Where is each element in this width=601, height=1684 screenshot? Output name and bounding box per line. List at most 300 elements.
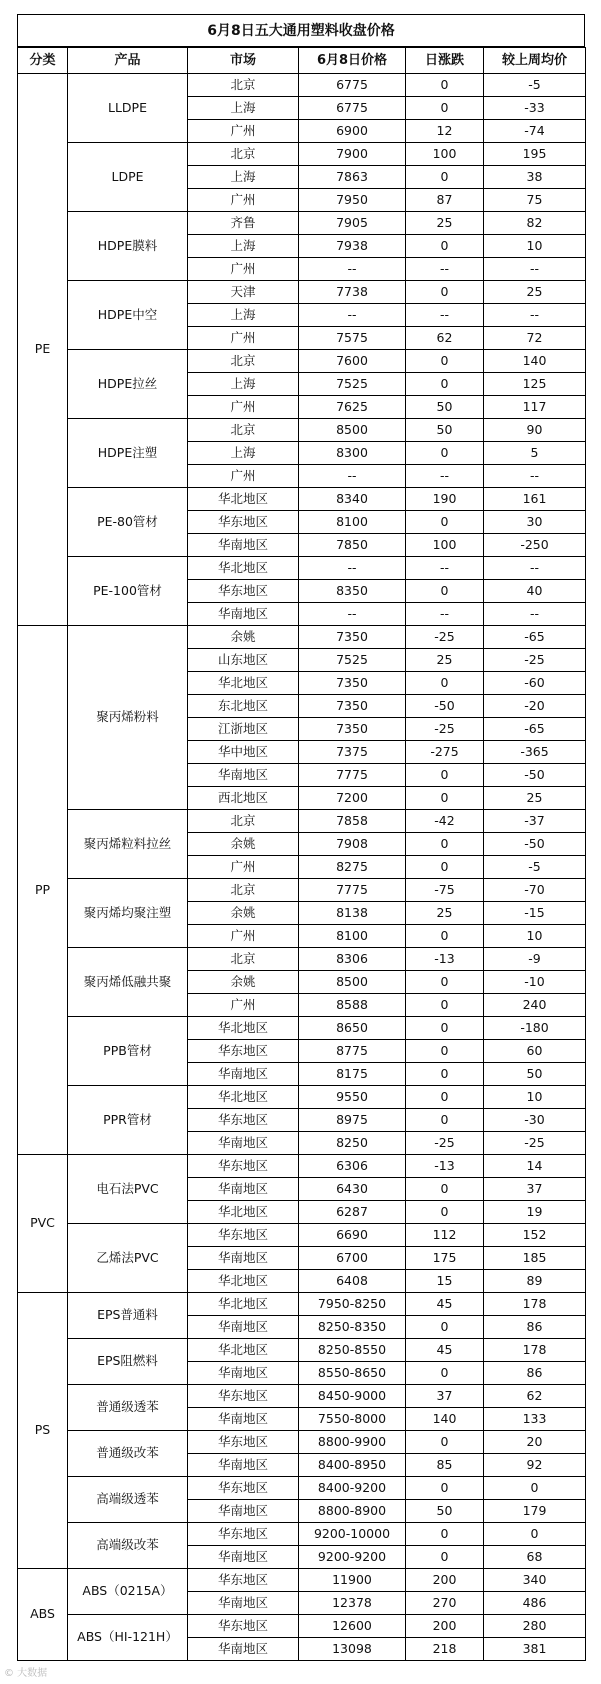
market-cell: 广州 [188, 120, 299, 143]
market-cell: 华北地区 [188, 557, 299, 580]
weekly-change-cell: 140 [484, 350, 586, 373]
table-row [18, 948, 586, 971]
weekly-change-cell: -74 [484, 120, 586, 143]
daily-change-cell: 0 [406, 235, 484, 258]
price-cell: 9550 [299, 1086, 406, 1109]
table-row [18, 1385, 586, 1408]
weekly-change-cell: 179 [484, 1500, 586, 1523]
weekly-change-cell: 10 [484, 1086, 586, 1109]
market-cell: 华南地区 [188, 1316, 299, 1339]
market-cell: 华东地区 [188, 1615, 299, 1638]
price-cell: 8500 [299, 419, 406, 442]
daily-change-cell: -25 [406, 1132, 484, 1155]
price-cell: 9200-10000 [299, 1523, 406, 1546]
market-cell: 华东地区 [188, 511, 299, 534]
weekly-change-cell: -20 [484, 695, 586, 718]
market-cell: 天津 [188, 281, 299, 304]
market-cell: 华北地区 [188, 1086, 299, 1109]
price-cell: 8175 [299, 1063, 406, 1086]
market-cell: 华北地区 [188, 1293, 299, 1316]
weekly-change-cell: -- [484, 258, 586, 281]
price-cell: 7350 [299, 626, 406, 649]
market-cell: 华南地区 [188, 1500, 299, 1523]
page-title: 6月8日五大通用塑料收盘价格 [17, 14, 585, 47]
price-cell: 7200 [299, 787, 406, 810]
product-cell: 聚丙烯均聚注塑 [68, 879, 188, 948]
product-cell: HDPE注塑 [68, 419, 188, 488]
price-cell: 8975 [299, 1109, 406, 1132]
price-cell: 8250 [299, 1132, 406, 1155]
weekly-change-cell: -50 [484, 833, 586, 856]
weekly-change-cell: 0 [484, 1477, 586, 1500]
daily-change-cell: 0 [406, 1109, 484, 1132]
market-cell: 华东地区 [188, 1569, 299, 1592]
table-row [18, 212, 586, 235]
market-cell: 广州 [188, 856, 299, 879]
market-cell: 华北地区 [188, 1201, 299, 1224]
price-cell: 8550-8650 [299, 1362, 406, 1385]
price-cell: 8775 [299, 1040, 406, 1063]
daily-change-cell: 0 [406, 350, 484, 373]
category-cell: PP [18, 626, 68, 1155]
price-cell: 8306 [299, 948, 406, 971]
price-cell: 8800-8900 [299, 1500, 406, 1523]
table-row [18, 1155, 586, 1178]
daily-change-cell: 0 [406, 1063, 484, 1086]
daily-change-cell: 25 [406, 649, 484, 672]
weekly-change-cell: 25 [484, 787, 586, 810]
market-cell: 上海 [188, 97, 299, 120]
weekly-change-cell: 240 [484, 994, 586, 1017]
daily-change-cell: 200 [406, 1569, 484, 1592]
price-cell: 7575 [299, 327, 406, 350]
weekly-change-cell: 40 [484, 580, 586, 603]
price-cell: -- [299, 258, 406, 281]
daily-change-cell: -- [406, 304, 484, 327]
weekly-change-cell: -25 [484, 1132, 586, 1155]
weekly-change-cell: -5 [484, 856, 586, 879]
weekly-change-cell: 86 [484, 1316, 586, 1339]
price-cell: 7525 [299, 373, 406, 396]
daily-change-cell: -25 [406, 626, 484, 649]
daily-change-cell: 0 [406, 580, 484, 603]
weekly-change-cell: -30 [484, 1109, 586, 1132]
daily-change-cell: 0 [406, 1017, 484, 1040]
market-cell: 余姚 [188, 902, 299, 925]
product-cell: PE-80管材 [68, 488, 188, 557]
market-cell: 华东地区 [188, 1477, 299, 1500]
weekly-change-cell: 75 [484, 189, 586, 212]
market-cell: 华北地区 [188, 488, 299, 511]
daily-change-cell: 12 [406, 120, 484, 143]
daily-change-cell: 87 [406, 189, 484, 212]
price-cell: 8275 [299, 856, 406, 879]
price-cell: 7858 [299, 810, 406, 833]
weekly-change-cell: -33 [484, 97, 586, 120]
daily-change-cell: 218 [406, 1638, 484, 1661]
price-cell: -- [299, 465, 406, 488]
weekly-change-cell: -- [484, 557, 586, 580]
weekly-change-cell: -50 [484, 764, 586, 787]
daily-change-cell: 0 [406, 856, 484, 879]
product-cell: 乙烯法PVC [68, 1224, 188, 1293]
weekly-change-cell: -- [484, 304, 586, 327]
table-body [18, 74, 586, 1661]
market-cell: 广州 [188, 465, 299, 488]
weekly-change-cell: 90 [484, 419, 586, 442]
market-cell: 上海 [188, 304, 299, 327]
daily-change-cell: -- [406, 465, 484, 488]
market-cell: 北京 [188, 810, 299, 833]
table-row [18, 1523, 586, 1546]
daily-change-cell: 0 [406, 511, 484, 534]
price-cell: 7375 [299, 741, 406, 764]
daily-change-cell: 0 [406, 764, 484, 787]
weekly-change-cell: 20 [484, 1431, 586, 1454]
table-row [18, 626, 586, 649]
price-cell: 7950-8250 [299, 1293, 406, 1316]
market-cell: 广州 [188, 925, 299, 948]
price-cell: 6775 [299, 97, 406, 120]
price-cell: 7908 [299, 833, 406, 856]
weekly-change-cell: 10 [484, 235, 586, 258]
daily-change-cell: 0 [406, 1362, 484, 1385]
price-cell: 8100 [299, 925, 406, 948]
weekly-change-cell: 92 [484, 1454, 586, 1477]
market-cell: 余姚 [188, 833, 299, 856]
market-cell: 华东地区 [188, 1431, 299, 1454]
price-cell: 8250-8550 [299, 1339, 406, 1362]
weekly-change-cell: 178 [484, 1339, 586, 1362]
daily-change-cell: 190 [406, 488, 484, 511]
header-row [18, 48, 586, 74]
weekly-change-cell: 89 [484, 1270, 586, 1293]
market-cell: 北京 [188, 419, 299, 442]
market-cell: 北京 [188, 143, 299, 166]
daily-change-cell: 0 [406, 1431, 484, 1454]
market-cell: 北京 [188, 948, 299, 971]
market-cell: 广州 [188, 258, 299, 281]
market-cell: 广州 [188, 327, 299, 350]
market-cell: 上海 [188, 235, 299, 258]
daily-change-cell: 37 [406, 1385, 484, 1408]
market-cell: 上海 [188, 166, 299, 189]
daily-change-cell: 0 [406, 1477, 484, 1500]
price-cell: 13098 [299, 1638, 406, 1661]
table-row [18, 281, 586, 304]
daily-change-cell: -13 [406, 948, 484, 971]
daily-change-cell: -- [406, 603, 484, 626]
weekly-change-cell: -25 [484, 649, 586, 672]
weekly-change-cell: 19 [484, 1201, 586, 1224]
daily-change-cell: -75 [406, 879, 484, 902]
product-cell: 高端级透苯 [68, 1477, 188, 1523]
weekly-change-cell: 195 [484, 143, 586, 166]
market-cell: 西北地区 [188, 787, 299, 810]
category-cell: ABS [18, 1569, 68, 1661]
weekly-change-cell: 340 [484, 1569, 586, 1592]
daily-change-cell: 0 [406, 1316, 484, 1339]
daily-change-cell: 0 [406, 1040, 484, 1063]
category-cell: PS [18, 1293, 68, 1569]
header-category: 分类 [18, 48, 68, 74]
header-product: 产品 [68, 48, 188, 74]
weekly-change-cell: 30 [484, 511, 586, 534]
product-cell: 聚丙烯粉料 [68, 626, 188, 810]
price-cell: 8400-8950 [299, 1454, 406, 1477]
table-row [18, 557, 586, 580]
product-cell: 电石法PVC [68, 1155, 188, 1224]
price-cell: 11900 [299, 1569, 406, 1592]
weekly-change-cell: 38 [484, 166, 586, 189]
market-cell: 华北地区 [188, 1017, 299, 1040]
weekly-change-cell: -37 [484, 810, 586, 833]
table-row [18, 419, 586, 442]
market-cell: 上海 [188, 442, 299, 465]
product-cell: PPR管材 [68, 1086, 188, 1155]
daily-change-cell: 0 [406, 925, 484, 948]
weekly-change-cell: -15 [484, 902, 586, 925]
weekly-change-cell: -65 [484, 718, 586, 741]
weekly-change-cell: 72 [484, 327, 586, 350]
weekly-change-cell: 486 [484, 1592, 586, 1615]
table-row [18, 879, 586, 902]
daily-change-cell: 0 [406, 281, 484, 304]
price-cell: 8250-8350 [299, 1316, 406, 1339]
daily-change-cell: 50 [406, 396, 484, 419]
market-cell: 广州 [188, 189, 299, 212]
daily-change-cell: -13 [406, 1155, 484, 1178]
price-cell: 7905 [299, 212, 406, 235]
price-cell: 7625 [299, 396, 406, 419]
market-cell: 齐鲁 [188, 212, 299, 235]
product-cell: HDPE拉丝 [68, 350, 188, 419]
table-row [18, 143, 586, 166]
daily-change-cell: 62 [406, 327, 484, 350]
price-cell: 12378 [299, 1592, 406, 1615]
price-cell: 6690 [299, 1224, 406, 1247]
product-cell: PE-100管材 [68, 557, 188, 626]
market-cell: 华南地区 [188, 1178, 299, 1201]
price-cell: 7775 [299, 879, 406, 902]
daily-change-cell: 0 [406, 442, 484, 465]
daily-change-cell: 0 [406, 74, 484, 97]
price-cell: 8340 [299, 488, 406, 511]
watermark: © 大数据 [4, 1668, 48, 1679]
weekly-change-cell: 117 [484, 396, 586, 419]
market-cell: 华北地区 [188, 1339, 299, 1362]
header-daily-change: 日涨跌 [406, 48, 484, 74]
daily-change-cell: 50 [406, 419, 484, 442]
table-row [18, 1477, 586, 1500]
daily-change-cell: 15 [406, 1270, 484, 1293]
market-cell: 江浙地区 [188, 718, 299, 741]
price-cell: 6775 [299, 74, 406, 97]
market-cell: 华南地区 [188, 1132, 299, 1155]
weekly-change-cell: -250 [484, 534, 586, 557]
daily-change-cell: 45 [406, 1293, 484, 1316]
weekly-change-cell: -65 [484, 626, 586, 649]
weekly-change-cell: 5 [484, 442, 586, 465]
market-cell: 华东地区 [188, 1040, 299, 1063]
daily-change-cell: -- [406, 557, 484, 580]
weekly-change-cell: 86 [484, 1362, 586, 1385]
price-cell: 6700 [299, 1247, 406, 1270]
table-row [18, 1615, 586, 1638]
product-cell: EPS阻燃料 [68, 1339, 188, 1385]
market-cell: 华南地区 [188, 603, 299, 626]
price-cell: 7900 [299, 143, 406, 166]
weekly-change-cell: 133 [484, 1408, 586, 1431]
header-weekly-change: 较上周均价 [484, 48, 586, 74]
market-cell: 华东地区 [188, 1385, 299, 1408]
price-cell: 7850 [299, 534, 406, 557]
price-cell: -- [299, 304, 406, 327]
product-cell: LLDPE [68, 74, 188, 143]
daily-change-cell: 0 [406, 971, 484, 994]
table-row [18, 1339, 586, 1362]
product-cell: HDPE膜料 [68, 212, 188, 281]
daily-change-cell: 140 [406, 1408, 484, 1431]
weekly-change-cell: -10 [484, 971, 586, 994]
table-row [18, 1017, 586, 1040]
weekly-change-cell: -60 [484, 672, 586, 695]
market-cell: 华南地区 [188, 1546, 299, 1569]
daily-change-cell: 0 [406, 166, 484, 189]
price-table [17, 47, 586, 1661]
daily-change-cell: 0 [406, 1086, 484, 1109]
weekly-change-cell: 82 [484, 212, 586, 235]
product-cell: EPS普通料 [68, 1293, 188, 1339]
daily-change-cell: 45 [406, 1339, 484, 1362]
daily-change-cell: 0 [406, 1201, 484, 1224]
weekly-change-cell: 37 [484, 1178, 586, 1201]
daily-change-cell: 112 [406, 1224, 484, 1247]
price-cell: 8100 [299, 511, 406, 534]
weekly-change-cell: 178 [484, 1293, 586, 1316]
product-cell: 聚丙烯粒料拉丝 [68, 810, 188, 879]
price-cell: 7350 [299, 718, 406, 741]
daily-change-cell: 0 [406, 373, 484, 396]
weekly-change-cell: -9 [484, 948, 586, 971]
daily-change-cell: 0 [406, 1546, 484, 1569]
price-cell: -- [299, 557, 406, 580]
weekly-change-cell: 68 [484, 1546, 586, 1569]
market-cell: 华南地区 [188, 534, 299, 557]
daily-change-cell: 0 [406, 833, 484, 856]
daily-change-cell: 25 [406, 902, 484, 925]
weekly-change-cell: 152 [484, 1224, 586, 1247]
daily-change-cell: 200 [406, 1615, 484, 1638]
market-cell: 广州 [188, 396, 299, 419]
market-cell: 余姚 [188, 626, 299, 649]
daily-change-cell: -42 [406, 810, 484, 833]
price-cell: 12600 [299, 1615, 406, 1638]
weekly-change-cell: 185 [484, 1247, 586, 1270]
product-cell: 高端级改苯 [68, 1523, 188, 1569]
product-cell: 普通级改苯 [68, 1431, 188, 1477]
market-cell: 北京 [188, 350, 299, 373]
table-row [18, 488, 586, 511]
weekly-change-cell: 14 [484, 1155, 586, 1178]
weekly-change-cell: -180 [484, 1017, 586, 1040]
price-cell: 8588 [299, 994, 406, 1017]
daily-change-cell: 0 [406, 994, 484, 1017]
market-cell: 华东地区 [188, 1224, 299, 1247]
daily-change-cell: 100 [406, 534, 484, 557]
market-cell: 广州 [188, 994, 299, 1017]
category-cell: PE [18, 74, 68, 626]
price-cell: 7525 [299, 649, 406, 672]
market-cell: 华南地区 [188, 1592, 299, 1615]
table-row [18, 810, 586, 833]
weekly-change-cell: 50 [484, 1063, 586, 1086]
weekly-change-cell: 381 [484, 1638, 586, 1661]
market-cell: 华北地区 [188, 1270, 299, 1293]
product-cell: 聚丙烯低融共聚 [68, 948, 188, 1017]
weekly-change-cell: -70 [484, 879, 586, 902]
price-cell: 7938 [299, 235, 406, 258]
daily-change-cell: -275 [406, 741, 484, 764]
price-cell: 9200-9200 [299, 1546, 406, 1569]
price-cell: 7350 [299, 672, 406, 695]
price-cell: 7950 [299, 189, 406, 212]
market-cell: 华东地区 [188, 1155, 299, 1178]
daily-change-cell: 0 [406, 1523, 484, 1546]
market-cell: 华南地区 [188, 1454, 299, 1477]
daily-change-cell: 0 [406, 1178, 484, 1201]
daily-change-cell: -- [406, 258, 484, 281]
weekly-change-cell: 280 [484, 1615, 586, 1638]
price-cell: 6287 [299, 1201, 406, 1224]
price-cell: 8500 [299, 971, 406, 994]
table-row [18, 1224, 586, 1247]
product-cell: PPB管材 [68, 1017, 188, 1086]
daily-change-cell: 175 [406, 1247, 484, 1270]
market-cell: 华南地区 [188, 1408, 299, 1431]
price-cell: 7775 [299, 764, 406, 787]
market-cell: 华东地区 [188, 1109, 299, 1132]
price-cell: 7550-8000 [299, 1408, 406, 1431]
market-cell: 北京 [188, 74, 299, 97]
market-cell: 华南地区 [188, 1362, 299, 1385]
price-cell: 7350 [299, 695, 406, 718]
market-cell: 华北地区 [188, 672, 299, 695]
price-cell: 7600 [299, 350, 406, 373]
price-cell: 8300 [299, 442, 406, 465]
price-cell: 7863 [299, 166, 406, 189]
weekly-change-cell: -5 [484, 74, 586, 97]
price-cell: 8650 [299, 1017, 406, 1040]
weekly-change-cell: 0 [484, 1523, 586, 1546]
table-row [18, 350, 586, 373]
market-cell: 华南地区 [188, 764, 299, 787]
price-cell: 8800-9900 [299, 1431, 406, 1454]
price-cell: 6900 [299, 120, 406, 143]
header-price: 6月8日价格 [299, 48, 406, 74]
market-cell: 上海 [188, 373, 299, 396]
weekly-change-cell: 125 [484, 373, 586, 396]
weekly-change-cell: 60 [484, 1040, 586, 1063]
market-cell: 山东地区 [188, 649, 299, 672]
market-cell: 华南地区 [188, 1247, 299, 1270]
daily-change-cell: 0 [406, 97, 484, 120]
weekly-change-cell: -- [484, 465, 586, 488]
daily-change-cell: 100 [406, 143, 484, 166]
daily-change-cell: 25 [406, 212, 484, 235]
daily-change-cell: 270 [406, 1592, 484, 1615]
price-cell: 7738 [299, 281, 406, 304]
